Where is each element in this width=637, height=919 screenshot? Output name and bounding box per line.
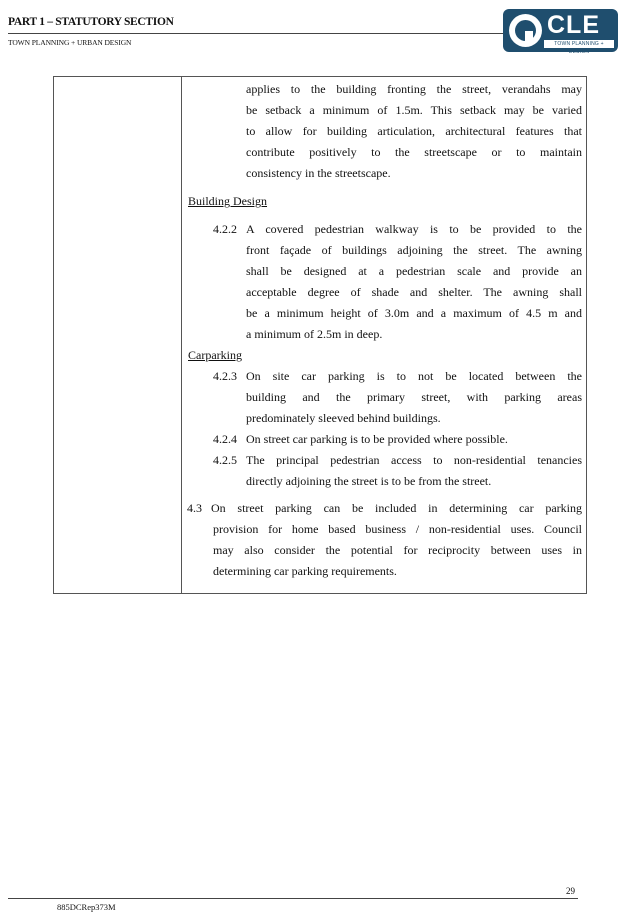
text-line: contribute positively to the streetscape or to maintain (246, 145, 582, 159)
section-number: 4.2.2 (213, 222, 237, 236)
column-divider (181, 77, 182, 593)
content-table (53, 76, 587, 594)
document-reference: 885DCRep373M (57, 902, 116, 912)
text-line: applies to the building fronting the street, verandahs may (246, 82, 582, 96)
text-line: front façade of buildings adjoining the street. The awning (246, 243, 582, 257)
text-line: A covered pedestrian walkway is to be provided to the (246, 222, 582, 236)
text-line: On street parking can be included in determining car parking (211, 501, 582, 515)
logo-text: CLE (547, 11, 600, 39)
header-subtitle: TOWN PLANNING + URBAN DESIGN (8, 38, 132, 47)
text-line: be a minimum height of 3.0m and a maximum of 4.5 m and (246, 306, 582, 320)
footer-divider (8, 898, 578, 899)
building-icon (525, 31, 533, 41)
text-line: predominately sleeved behind buildings. (246, 411, 441, 425)
text-line: a minimum of 2.5m in deep. (246, 327, 383, 341)
logo-emblem-icon (509, 14, 542, 47)
section-number: 4.2.3 (213, 369, 237, 383)
text-line: may also consider the potential for reciprocity between uses in (213, 543, 582, 557)
carparking-heading: Carparking (188, 348, 242, 362)
section-number: 4.2.4 (213, 432, 237, 446)
header-title: PART 1 – STATUTORY SECTION (8, 16, 174, 28)
text-line: acceptable degree of shade and shelter. The awning shall (246, 285, 582, 299)
text-line: directly adjoining the street is to be from the street. (246, 474, 492, 488)
text-line: On street car parking is to be provided where possible. (246, 432, 508, 446)
text-line: be setback a minimum of 1.5m. This setback may be varied (246, 103, 582, 117)
text-line: building and the primary street, with parking areas (246, 390, 582, 404)
text-line: On site car parking is to not be located between the (246, 369, 582, 383)
text-line: shall be designed at a pedestrian scale and provide an (246, 264, 582, 278)
cle-logo (503, 9, 618, 55)
page-number: 29 (566, 886, 575, 896)
text-line: The principal pedestrian access to non-residential tenancies (246, 453, 582, 467)
text-line: provision for home based business / non-residential uses. Council (213, 522, 582, 536)
text-line: consistency in the streetscape. (246, 166, 391, 180)
text-line: to allow for building articulation, architectural features that (246, 124, 582, 138)
logo-tagline: TOWN PLANNING + DESIGN (544, 40, 614, 48)
text-line: determining car parking requirements. (213, 564, 397, 578)
section-number: 4.2.5 (213, 453, 237, 467)
building-design-heading: Building Design (188, 194, 268, 208)
section-number: 4.3 (187, 501, 202, 515)
header-divider (8, 33, 504, 34)
